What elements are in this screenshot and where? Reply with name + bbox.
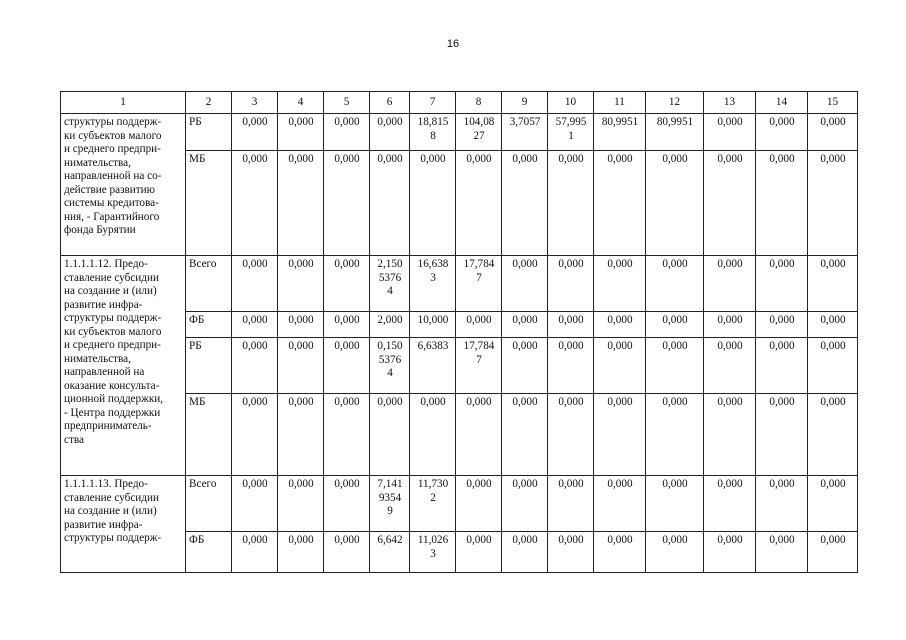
value-line: 0,000: [717, 258, 743, 270]
value-cell: [324, 312, 370, 338]
measure-description-line: 1.1.1.1.12. Предо-: [64, 258, 148, 270]
value-line: 0,000: [607, 258, 633, 270]
value-line: 17,784: [463, 258, 495, 270]
value-line: 5376: [378, 271, 402, 284]
value-cell: [410, 476, 456, 532]
value-line: 0,000: [512, 314, 538, 326]
value-line: 0,000: [242, 314, 268, 326]
column-number-cell: 10: [548, 92, 594, 114]
value-line: 104,08: [463, 116, 495, 128]
value-line: 0,000: [607, 340, 633, 352]
value-line: 0,000: [662, 396, 688, 408]
value-cell: [646, 476, 704, 532]
value-cell: [594, 114, 646, 151]
value-line: 0,000: [769, 340, 795, 352]
value-line: 2: [430, 491, 436, 504]
value-cell: [232, 256, 278, 312]
value-line: 0,000: [769, 534, 795, 546]
value-line: 0,000: [288, 314, 314, 326]
value-cell: [410, 114, 456, 151]
value-line: 0,000: [242, 396, 268, 408]
value-cell: [410, 256, 456, 312]
value-line: 0,000: [820, 314, 846, 326]
value-line: 3,7057: [509, 116, 541, 128]
value-line: 0,000: [558, 396, 584, 408]
value-cell: [704, 338, 756, 394]
value-cell: [808, 338, 858, 394]
column-number-cell: 8: [456, 92, 502, 114]
value-line: 7: [476, 271, 482, 284]
value-line: 0,000: [769, 153, 795, 165]
value-cell: [324, 532, 370, 573]
value-line: 0,000: [512, 478, 538, 490]
column-number-cell: 2: [186, 92, 232, 114]
value-cell: [548, 532, 594, 573]
value-cell: [756, 338, 808, 394]
measure-description-line: 1.1.1.1.13. Предо-: [64, 478, 148, 490]
measure-description-line: на создание и (или): [64, 505, 157, 517]
value-cell: [646, 312, 704, 338]
value-line: 0,000: [820, 396, 846, 408]
value-line: 17,784: [463, 340, 495, 352]
value-cell: [502, 394, 548, 476]
measure-description-line: структуры поддерж-: [64, 116, 162, 128]
value-cell: [502, 114, 548, 151]
funding-source-cell: Всего: [186, 476, 232, 532]
value-line: 0,000: [466, 153, 492, 165]
value-cell: [756, 151, 808, 256]
value-cell: [410, 312, 456, 338]
value-line: 0,000: [820, 534, 846, 546]
column-number-cell: 12: [646, 92, 704, 114]
value-line: 0,000: [607, 314, 633, 326]
value-cell: [370, 338, 410, 394]
measure-description-line: нимательства,: [64, 352, 131, 365]
value-line: 0,000: [242, 116, 268, 128]
value-cell: [456, 151, 502, 256]
value-line: 18,815: [417, 116, 449, 128]
funding-source-cell: ФБ: [186, 312, 232, 338]
value-cell: [594, 151, 646, 256]
value-cell: [548, 256, 594, 312]
value-cell: [704, 114, 756, 151]
column-number-cell: 13: [704, 92, 756, 114]
value-cell: [324, 394, 370, 476]
value-line: 0,000: [466, 478, 492, 490]
measure-description-line: ства: [64, 433, 84, 446]
value-line: 0,000: [512, 258, 538, 270]
value-line: 11,026: [417, 534, 449, 546]
value-line: 0,000: [334, 340, 360, 352]
value-cell: [410, 151, 456, 256]
value-line: 0,000: [288, 258, 314, 270]
value-line: 0,000: [717, 534, 743, 546]
value-cell: [646, 394, 704, 476]
value-line: 0,000: [512, 340, 538, 352]
measure-description-line: на создание и (или): [64, 285, 157, 297]
value-line: 0,000: [420, 396, 446, 408]
value-cell: [278, 114, 324, 151]
value-line: 0,000: [662, 534, 688, 546]
table-row: [61, 476, 858, 532]
value-line: 11,730: [417, 478, 449, 490]
measure-description-line: направленной на: [64, 366, 145, 378]
value-line: 0,000: [334, 314, 360, 326]
value-line: 0,000: [820, 478, 846, 490]
value-cell: [232, 114, 278, 151]
value-line: 3: [430, 547, 436, 560]
value-line: 0,000: [769, 258, 795, 270]
funding-source-cell: РБ: [186, 338, 232, 394]
value-line: 0,000: [512, 534, 538, 546]
value-cell: [410, 532, 456, 573]
value-cell: [502, 151, 548, 256]
value-cell: [808, 114, 858, 151]
value-line: 6,642: [377, 534, 403, 546]
value-line: 0,000: [820, 258, 846, 270]
value-line: 4: [387, 285, 393, 297]
measure-description-cell: [61, 114, 186, 256]
value-cell: [548, 312, 594, 338]
value-cell: [456, 114, 502, 151]
value-line: 0,000: [288, 153, 314, 165]
table-row: [61, 256, 858, 312]
measure-description-line: и среднего предпри-: [64, 339, 161, 351]
value-line: 2,000: [377, 314, 403, 326]
value-cell: [278, 151, 324, 256]
measure-description-line: системы кредитова-: [64, 197, 159, 209]
value-cell: [646, 256, 704, 312]
value-line: 0,000: [558, 314, 584, 326]
value-cell: [548, 114, 594, 151]
value-line: 0,000: [512, 396, 538, 408]
value-cell: [808, 256, 858, 312]
value-line: 9: [387, 505, 393, 517]
value-line: 0,000: [769, 396, 795, 408]
measure-description-line: предприниматель-: [64, 420, 152, 432]
value-cell: [808, 312, 858, 338]
value-line: 0,150: [377, 340, 403, 352]
value-cell: [594, 338, 646, 394]
value-cell: [756, 394, 808, 476]
value-line: 0,000: [558, 534, 584, 546]
value-cell: [756, 312, 808, 338]
value-line: 80,9951: [656, 116, 694, 128]
value-line: 0,000: [558, 340, 584, 352]
value-line: 0,000: [662, 340, 688, 352]
column-number-cell: 3: [232, 92, 278, 114]
value-cell: [502, 312, 548, 338]
value-cell: [502, 256, 548, 312]
value-line: 1: [568, 129, 574, 142]
value-cell: [502, 532, 548, 573]
value-cell: [324, 114, 370, 151]
value-cell: [232, 312, 278, 338]
measure-description-line: ки субъектов малого: [64, 129, 162, 142]
value-cell: [456, 476, 502, 532]
value-line: 8: [430, 129, 436, 142]
measure-description-line: - Центра поддержки: [64, 406, 161, 419]
value-cell: [808, 476, 858, 532]
value-cell: [324, 476, 370, 532]
funding-source-cell: ФБ: [186, 532, 232, 573]
value-line: 0,000: [717, 314, 743, 326]
value-line: 0,000: [769, 314, 795, 326]
measure-description-line: ния, - Гарантийного: [64, 210, 160, 223]
value-cell: [370, 312, 410, 338]
column-number-cell: 14: [756, 92, 808, 114]
value-line: 0,000: [662, 314, 688, 326]
value-cell: [646, 532, 704, 573]
value-cell: [370, 394, 410, 476]
value-line: 4: [387, 367, 393, 379]
value-cell: [278, 256, 324, 312]
value-line: 9354: [378, 491, 402, 504]
value-line: 0,000: [466, 314, 492, 326]
value-line: 0,000: [334, 534, 360, 546]
value-cell: [502, 338, 548, 394]
value-line: 0,000: [288, 340, 314, 352]
value-cell: [646, 114, 704, 151]
value-line: 3: [430, 271, 436, 284]
value-line: 2,150: [377, 258, 403, 270]
column-number-cell: 7: [410, 92, 456, 114]
value-cell: [704, 151, 756, 256]
value-line: 0,000: [334, 116, 360, 128]
value-line: 5376: [378, 353, 402, 366]
value-cell: [456, 312, 502, 338]
value-cell: [756, 476, 808, 532]
column-number-cell: 5: [324, 92, 370, 114]
measure-description-line: ционной поддержки,: [64, 393, 164, 405]
value-line: 0,000: [377, 396, 403, 408]
value-cell: [704, 256, 756, 312]
value-line: 16,638: [417, 258, 449, 270]
value-line: 57,995: [555, 116, 587, 128]
value-line: 0,000: [377, 116, 403, 128]
value-cell: [808, 151, 858, 256]
value-line: 80,9951: [601, 116, 639, 128]
value-cell: [410, 394, 456, 476]
column-number-cell: 6: [370, 92, 410, 114]
value-line: 0,000: [820, 116, 846, 128]
value-cell: [808, 532, 858, 573]
funding-source-cell: Всего: [186, 256, 232, 312]
value-line: 0,000: [607, 153, 633, 165]
value-cell: [278, 394, 324, 476]
measure-description-line: ставление субсидии: [64, 271, 159, 284]
value-line: 0,000: [420, 153, 446, 165]
value-cell: [548, 338, 594, 394]
value-line: 0,000: [242, 478, 268, 490]
value-line: 0,000: [607, 534, 633, 546]
value-line: 0,000: [288, 396, 314, 408]
value-line: 0,000: [717, 153, 743, 165]
table-row: [61, 114, 858, 151]
value-cell: [594, 256, 646, 312]
value-cell: [370, 476, 410, 532]
value-cell: [548, 476, 594, 532]
measure-description-line: развитие инфра-: [64, 518, 143, 531]
value-cell: [324, 256, 370, 312]
value-line: 6,6383: [417, 340, 449, 352]
value-line: 0,000: [769, 478, 795, 490]
value-line: 0,000: [466, 534, 492, 546]
value-line: 0,000: [242, 153, 268, 165]
value-line: 0,000: [769, 116, 795, 128]
value-cell: [704, 312, 756, 338]
value-cell: [594, 476, 646, 532]
value-cell: [232, 476, 278, 532]
value-line: 0,000: [717, 116, 743, 128]
funding-source-cell: МБ: [186, 394, 232, 476]
value-cell: [232, 394, 278, 476]
value-cell: [756, 114, 808, 151]
value-cell: [594, 532, 646, 573]
value-cell: [456, 532, 502, 573]
value-line: 0,000: [334, 478, 360, 490]
value-cell: [278, 476, 324, 532]
measure-description-line: ставление субсидии: [64, 491, 159, 504]
value-cell: [704, 394, 756, 476]
value-cell: [456, 256, 502, 312]
value-cell: [548, 394, 594, 476]
measure-description-line: направленной на со-: [64, 170, 162, 182]
measure-description-line: оказание консульта-: [64, 379, 160, 392]
value-cell: [278, 312, 324, 338]
value-cell: [370, 151, 410, 256]
value-cell: [278, 338, 324, 394]
value-line: 0,000: [662, 153, 688, 165]
value-line: 0,000: [717, 340, 743, 352]
measure-description-line: структуры поддерж-: [64, 532, 162, 544]
page-number: 16: [446, 38, 460, 50]
value-cell: [324, 151, 370, 256]
value-line: 0,000: [607, 396, 633, 408]
header-row: [61, 92, 858, 114]
measure-description-line: и среднего предпри-: [64, 143, 161, 155]
value-line: 0,000: [512, 153, 538, 165]
value-cell: [232, 151, 278, 256]
value-line: 0,000: [558, 153, 584, 165]
value-cell: [410, 338, 456, 394]
value-line: 0,000: [242, 258, 268, 270]
measure-description-cell: [61, 476, 186, 573]
column-number-cell: 9: [502, 92, 548, 114]
value-line: 0,000: [662, 258, 688, 270]
value-cell: [370, 114, 410, 151]
column-number-cell: 1: [61, 92, 186, 114]
value-line: 7: [476, 353, 482, 366]
value-line: 10,000: [417, 314, 449, 326]
value-line: 0,000: [558, 478, 584, 490]
measure-description-cell: [61, 256, 186, 476]
measure-description-line: развитие инфра-: [64, 298, 143, 311]
value-line: 0,000: [820, 340, 846, 352]
value-cell: [646, 151, 704, 256]
value-cell: [232, 338, 278, 394]
value-line: 0,000: [242, 340, 268, 352]
value-cell: [232, 532, 278, 573]
value-line: 0,000: [377, 153, 403, 165]
value-cell: [278, 532, 324, 573]
value-line: 0,000: [466, 396, 492, 408]
value-cell: [456, 394, 502, 476]
measure-description-line: фонда Бурятии: [64, 224, 136, 236]
value-line: 7,141: [377, 478, 403, 490]
value-line: 0,000: [558, 258, 584, 270]
value-line: 0,000: [288, 534, 314, 546]
measure-description-line: ки субъектов малого: [64, 325, 162, 338]
value-cell: [646, 338, 704, 394]
value-line: 0,000: [334, 258, 360, 270]
measure-description-line: нимательства,: [64, 156, 131, 169]
value-cell: [704, 532, 756, 573]
value-line: 0,000: [717, 396, 743, 408]
column-number-cell: 11: [594, 92, 646, 114]
value-line: 0,000: [288, 478, 314, 490]
value-line: 27: [473, 129, 485, 142]
funding-source-cell: МБ: [186, 151, 232, 256]
measure-description-line: структуры поддерж-: [64, 312, 162, 324]
measure-description-line: действие развитию: [64, 183, 156, 196]
value-cell: [594, 312, 646, 338]
funding-source-cell: РБ: [186, 114, 232, 151]
value-line: 0,000: [334, 396, 360, 408]
column-number-cell: 15: [808, 92, 858, 114]
budget-table: [60, 91, 858, 573]
value-cell: [756, 256, 808, 312]
value-line: 0,000: [662, 478, 688, 490]
value-cell: [456, 338, 502, 394]
value-line: 0,000: [288, 116, 314, 128]
value-cell: [704, 476, 756, 532]
value-cell: [370, 256, 410, 312]
value-line: 0,000: [334, 153, 360, 165]
value-cell: [594, 394, 646, 476]
value-line: 0,000: [607, 478, 633, 490]
value-cell: [756, 532, 808, 573]
value-cell: [502, 476, 548, 532]
value-cell: [324, 338, 370, 394]
column-number-cell: 4: [278, 92, 324, 114]
value-line: 0,000: [242, 534, 268, 546]
value-cell: [548, 151, 594, 256]
value-cell: [808, 394, 858, 476]
value-cell: [370, 532, 410, 573]
value-line: 0,000: [717, 478, 743, 490]
value-line: 0,000: [820, 153, 846, 165]
